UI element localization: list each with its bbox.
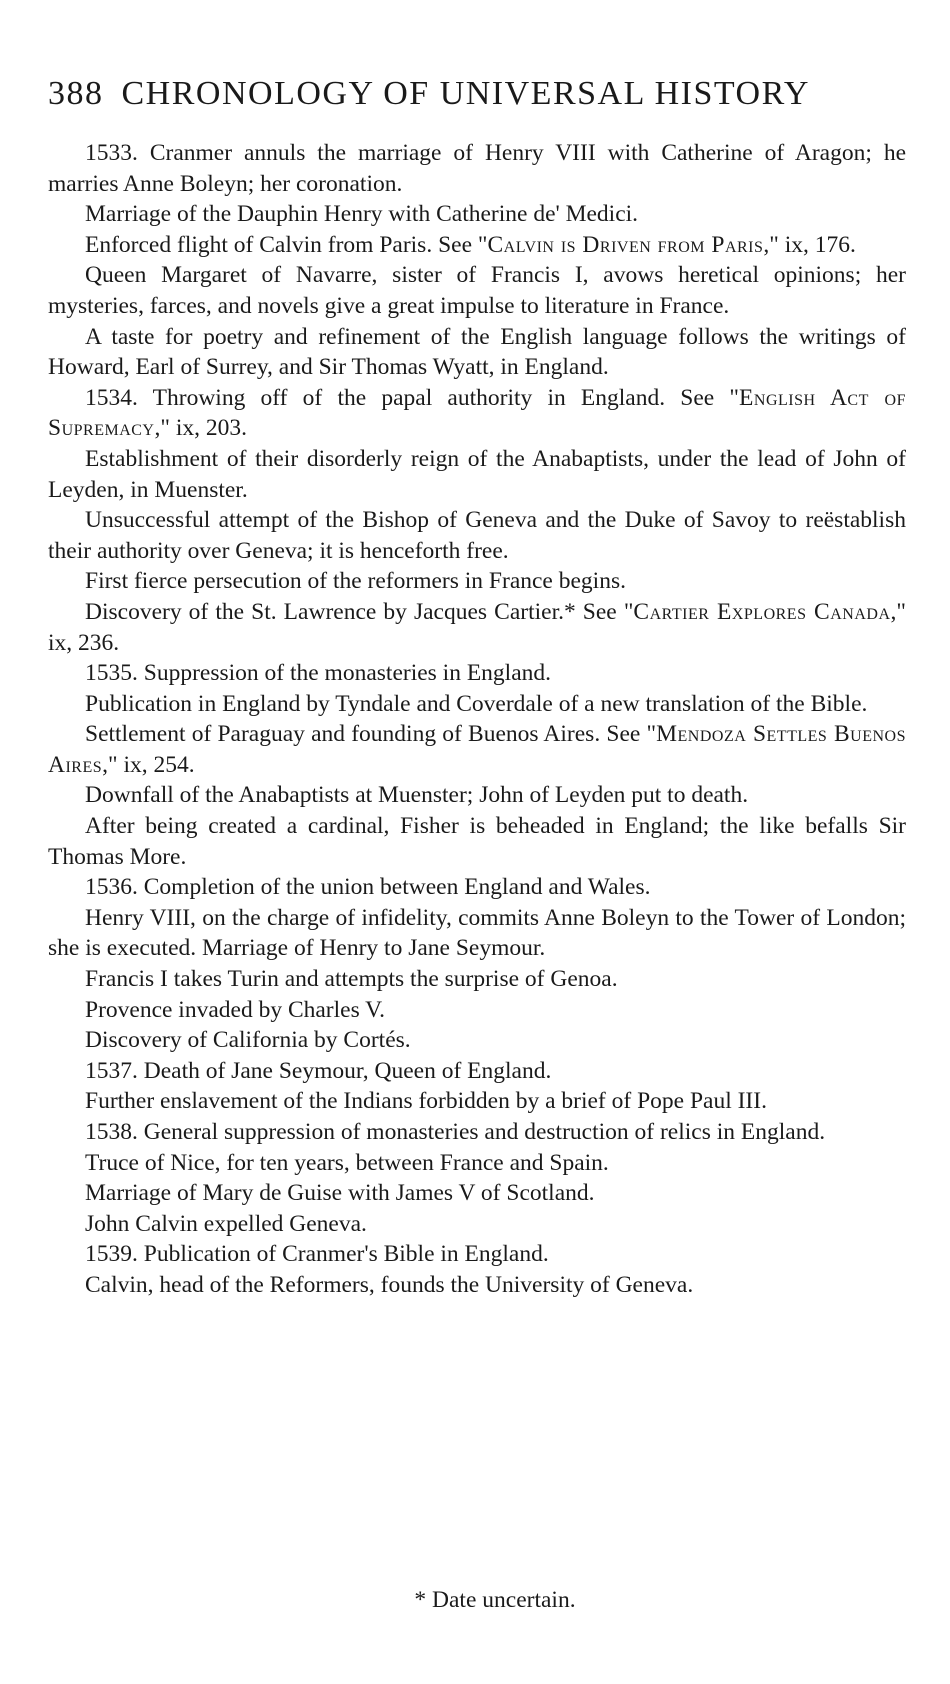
entry-text: Cranmer annuls the marriage of Henry VIII with Catherine of Aragon; he marries Anne Boleyn; her coronation. [48, 140, 906, 197]
entry [48, 230, 906, 261]
entry [48, 1270, 906, 1301]
entry [48, 138, 906, 199]
entry [48, 1148, 906, 1179]
entry [48, 1117, 906, 1148]
entry-text: Establishment of their disorderly reign of the Anabaptists, under the lead of John of Leyden, in Muenster. [48, 445, 906, 503]
entry [48, 1209, 906, 1240]
entry-text: Marriage of the Dauphin Henry with Catherine de' Medici. [85, 201, 639, 228]
entry-text: General suppression of monasteries and destruction of relics in England. [143, 1119, 826, 1145]
entry [48, 1086, 906, 1117]
entry-text: John Calvin expelled Geneva. [85, 1210, 367, 1237]
entry-text: Settlement of Paraguay and founding of Buenos Aires. See " [85, 721, 657, 748]
entry [48, 1025, 906, 1056]
entry-text: Publication of Cranmer's Bible in England. [143, 1241, 549, 1268]
entry-text: Publication in England by Tyndale and Coverdale of a new translation of the Bible. [85, 690, 868, 717]
entry [48, 658, 906, 689]
entry [48, 199, 906, 230]
entry [48, 566, 906, 597]
entry [48, 903, 906, 964]
running-title: CHRONOLOGY OF UNIVERSAL HISTORY [121, 75, 810, 112]
entry-text: Downfall of the Anabaptists at Muenster; John of Leyden put to death. [85, 782, 749, 809]
page-header [48, 74, 908, 114]
entry [48, 383, 906, 444]
entry-text: Discovery of California by Cortés. [85, 1027, 411, 1054]
cross-reference: Cartier Explores Canada [633, 598, 891, 625]
reference-citation: ," ix, 203. [154, 415, 247, 442]
entry-text: Truce of Nice, for ten years, between France and Spain. [85, 1149, 609, 1176]
entry-text: Discovery of the St. Lawrence by Jacques Cartier.* See " [85, 598, 634, 625]
entry-text: Suppression of the monasteries in England. [143, 660, 552, 687]
entry-text: Marriage of Mary de Guise with James V of Scotland. [85, 1180, 595, 1207]
entry-text: Calvin, head of the Reformers, founds the University of Geneva. [85, 1271, 694, 1298]
year-label: 1538. [85, 1119, 138, 1145]
entry [48, 260, 906, 321]
entry-text: Provence invaded by Charles V. [85, 996, 386, 1023]
entry [48, 719, 906, 780]
entry [48, 444, 906, 505]
entry [48, 780, 906, 811]
entry-text: After being created a cardinal, Fisher is beheaded in England; the like befalls Sir Thomas More. [48, 813, 906, 870]
reference-citation: ," ix, 176. [763, 231, 856, 258]
entry [48, 322, 906, 383]
entry-text: A taste for poetry and refinement of the English language follows the writings of Howard, Earl of Surrey, and Sir Thomas Wyatt, in England. [48, 323, 906, 381]
entry-text: Queen Margaret of Navarre, sister of Francis I, avows heretical opinions; her mysteries, farces, and novels give a great impulse to literature in France. [48, 262, 906, 319]
cross-reference: English Act of Supremacy [48, 384, 907, 442]
entry [48, 1239, 906, 1270]
footnote: * Date uncertain. [414, 1587, 576, 1613]
entry-text: Further enslavement of the Indians forbidden by a brief of Pope Paul III. [85, 1088, 767, 1115]
entry [48, 811, 906, 872]
year-label: 1533. [85, 140, 138, 166]
cross-reference: Calvin is Driven from Paris [487, 231, 764, 258]
chronology-body [48, 138, 906, 1301]
reference-citation: ," ix, 236. [48, 598, 906, 656]
entry [48, 689, 906, 720]
entry [48, 1178, 906, 1209]
year-label: 1536. [85, 874, 138, 901]
entry [48, 505, 906, 566]
entry-text: Completion of the union between England and Wales. [143, 874, 651, 901]
entry-text: Francis I takes Turin and attempts the surprise of Genoa. [85, 966, 618, 993]
entry-text: Henry VIII, on the charge of infidelity, commits Anne Boleyn to the Tower of London; she is executed. Marriage of Henry to Jane Seymour. [48, 904, 906, 962]
year-label: 1537. [85, 1057, 138, 1084]
entry-text: Death of Jane Seymour, Queen of England. [143, 1057, 552, 1084]
cross-reference: Mendoza Settles Buenos Aires [48, 721, 906, 778]
entry-text: Unsuccessful attempt of the Bishop of Geneva and the Duke of Savoy to reëstablish their authority over Geneva; it is henceforth free. [48, 507, 906, 564]
entry-text: First fierce persecution of the reformers in France begins. [85, 568, 626, 595]
entry [48, 872, 906, 903]
page-number: 388 [48, 75, 104, 112]
year-label: 1534. [85, 384, 138, 411]
entry [48, 995, 906, 1026]
entry-text: Throwing off of the papal authority in England. See " [152, 384, 740, 411]
entry [48, 1056, 906, 1087]
year-label: 1539. [85, 1241, 138, 1268]
entry [48, 964, 906, 995]
entry-text: Enforced flight of Calvin from Paris. See " [85, 231, 488, 258]
year-label: 1535. [85, 660, 138, 687]
reference-citation: ," ix, 254. [102, 751, 195, 778]
entry [48, 597, 906, 658]
